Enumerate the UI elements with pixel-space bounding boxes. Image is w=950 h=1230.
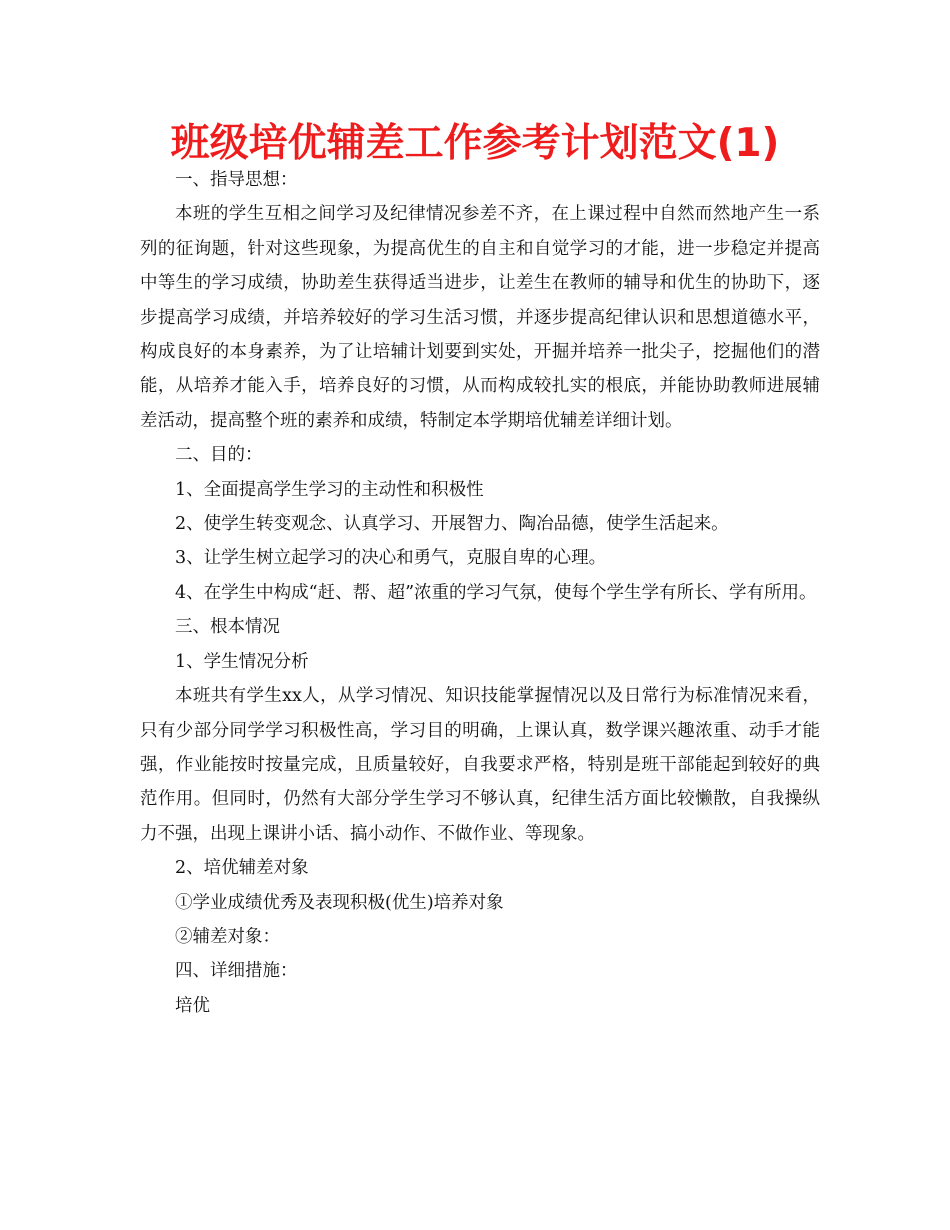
paragraph-guiding-thought: 本班的学生互相之间学习及纪律情况参差不齐，在上课过程中自然而然地产生一系列的征询题，针对这些现象，为提高优生的自主和自觉学习的才能，进一步稳定并提高中等生的学习成绩，协助差生获得适当进步，让差生在教师的辅导和优生的协助下，逐步提高学习成绩，并培养较好的学习生活习惯，并逐步提高纪律认识和思想道德水平，构成良好的本身素养，为了让培辅计划要到实处，开掘并培养一批尖子，挖掘他们的潜能，从培养才能入手，培养良好的习惯，从而构成较扎实的根底，并能协助教师进展辅差活动，提高整个班的素养和成绩，特制定本学期培优辅差详细计划。 — [140, 204, 820, 431]
document-body — [140, 163, 820, 1023]
purpose-item-3: 3、让学生树立起学习的决心和勇气，克服自卑的心理。 — [175, 548, 607, 569]
purpose-item-4: 4、在学生中构成“赶、帮、超”浓重的学习气氛，使每个学生学有所长、学有所用。 — [175, 582, 817, 603]
subheading-target-students: 2、培优辅差对象 — [175, 858, 309, 879]
paragraph-student-analysis: 本班共有学生xx人，从学习情况、知识技能掌握情况以及日常行为标准情况来看，只有少部分同学学习积极性高，学习目的明确，上课认真，数学课兴趣浓重、动手才能强，作业能按时按量完成，且质量较好，自我要求严格，特别是班干部能起到较好的典范作用。但同时，仍然有大部分学生学习不够认真，纪律生活方面比较懒散，自我操纵力不强，出现上课讲小话、搞小动作、不做作业、等现象。 — [140, 686, 820, 844]
heading-guiding-thought: 一、指导思想： — [175, 170, 298, 190]
heading-basic-situation: 三、根本情况 — [175, 617, 280, 638]
target-item-excellent: ①学业成绩优秀及表现积极(优生)培养对象 — [175, 892, 504, 913]
purpose-item-2: 2、使学生转变观念、认真学习、开展智力、陶冶品德，使学生活起来。 — [175, 514, 729, 535]
heading-measures: 四、详细措施： — [175, 961, 298, 982]
subheading-student-analysis: 1、学生情况分析 — [175, 651, 309, 672]
target-item-weak: ②辅差对象： — [175, 926, 280, 947]
subheading-cultivate-excellent: 培优 — [175, 995, 210, 1016]
heading-purpose: 二、目的： — [175, 445, 263, 466]
purpose-item-1: 1、全面提高学生学习的主动性和积极性 — [175, 479, 484, 500]
document-title: 班级培优辅差工作参考计划范文(1) — [170, 121, 780, 166]
